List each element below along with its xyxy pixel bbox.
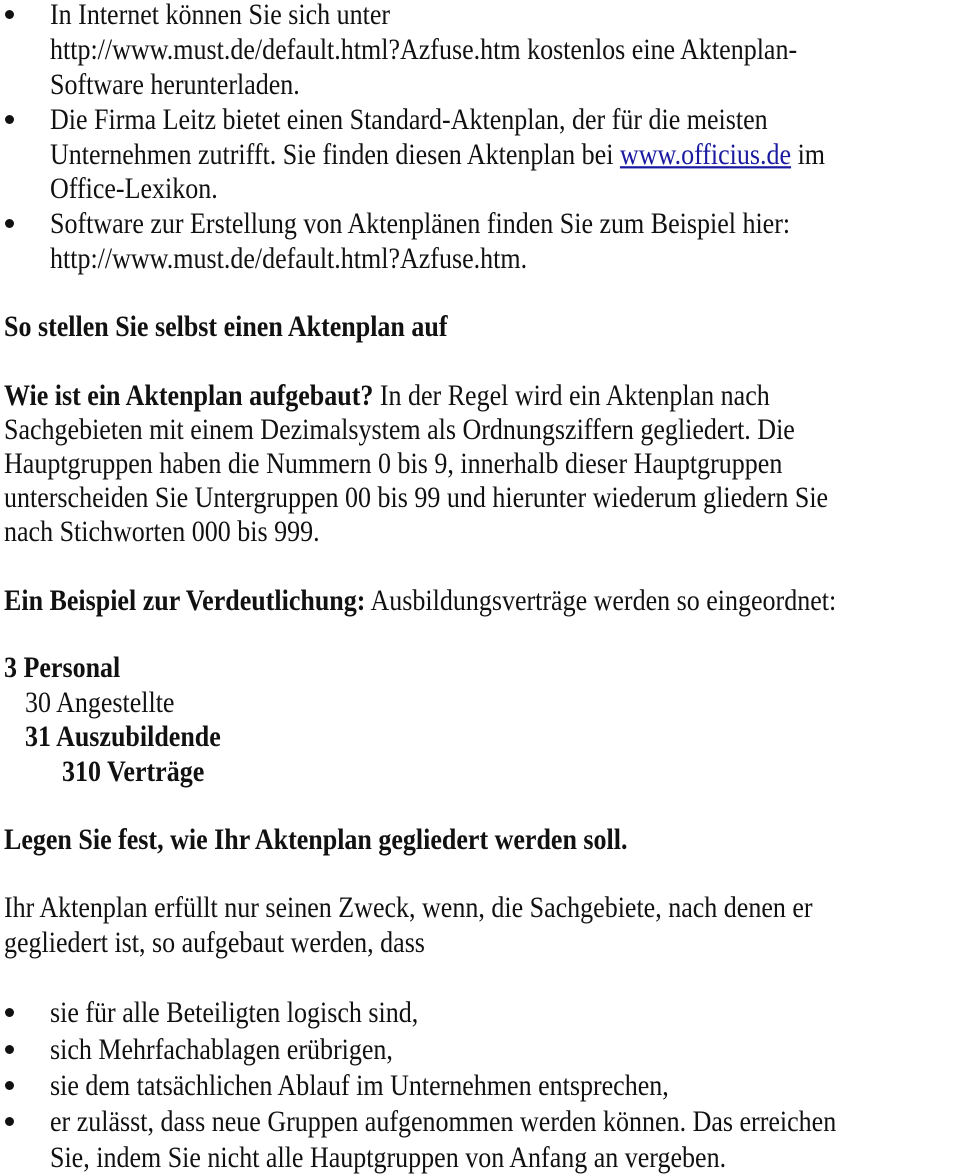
bullet-text: Office-Lexikon. [50, 172, 218, 205]
example-line [4, 584, 836, 618]
bullet-text [50, 138, 825, 172]
text: im [791, 138, 826, 171]
bullet-text: sie dem tatsächlichen Ablauf im Unternehmen entsprechen, [50, 1069, 669, 1102]
text: Unternehmen zutrifft. Sie finden diesen Aktenplan bei [50, 138, 620, 171]
text: Ausbildungsverträge werden so eingeordnet: [365, 584, 837, 617]
paragraph-line: Hauptgruppen haben die Nummern 0 bis 9, innerhalb dieser Hauptgruppen [4, 447, 783, 480]
bullet-text: Sie, indem Sie nicht alle Hauptgruppen von Anfang an vergeben. [50, 1141, 727, 1174]
bullet-text: Software herunterladen. [50, 68, 300, 101]
paragraph-line [4, 379, 770, 413]
paragraph-line: unterscheiden Sie Untergruppen 00 bis 99 und hierunter wiederum gliedern Sie [4, 481, 829, 514]
officius-link[interactable]: www.officius.de [619, 138, 792, 171]
bullet-icon [5, 1045, 14, 1054]
paragraph-line: nach Stichworten 000 bis 999. [4, 515, 320, 548]
example-label: Ein Beispiel zur Verdeutlichung: [4, 584, 366, 617]
paragraph-line: gegliedert ist, so aufgebaut werden, dass [4, 926, 425, 959]
bullet-icon [5, 1008, 14, 1017]
bullet-text: http://www.must.de/default.html?Azfuse.htm. [50, 242, 528, 275]
bullet-icon [5, 219, 14, 228]
tree-level-2: 30 Angestellte [25, 686, 175, 719]
bullet-text: http://www.must.de/default.html?Azfuse.htm kostenlos eine Aktenplan- [50, 33, 798, 66]
paragraph-line: Ihr Aktenplan erfüllt nur seinen Zweck, wenn, die Sachgebiete, nach denen er [4, 891, 813, 924]
tree-level-2: 31 Auszubildende [25, 720, 221, 753]
tree-level-3: 310 Verträge [62, 755, 205, 788]
paragraph-line: Sachgebieten mit einem Dezimalsystem als Ordnungsziffern gegliedert. Die [4, 413, 795, 446]
bullet-text: Software zur Erstellung von Aktenplänen finden Sie zum Beispiel hier: [50, 207, 791, 240]
bullet-icon [5, 1081, 14, 1090]
bullet-text: Die Firma Leitz bietet einen Standard-Aktenplan, der für die meisten [50, 103, 768, 136]
bullet-icon [5, 115, 14, 124]
bullet-icon [5, 1117, 14, 1126]
text: In der Regel wird ein Aktenplan nach [373, 379, 770, 412]
bullet-text: er zulässt, dass neue Gruppen aufgenommen werden können. Das erreichen [50, 1105, 837, 1138]
tree-level-1: 3 Personal [4, 651, 121, 684]
section-heading: Legen Sie fest, wie Ihr Aktenplan gegliedert werden soll. [4, 823, 628, 856]
bullet-text: In Internet können Sie sich unter [50, 0, 391, 31]
bullet-text: sie für alle Beteiligten logisch sind, [50, 996, 419, 1029]
question: Wie ist ein Aktenplan aufgebaut? [4, 379, 374, 412]
section-heading: So stellen Sie selbst einen Aktenplan auf [4, 310, 448, 343]
bullet-icon [5, 10, 14, 19]
bullet-text: sich Mehrfachablagen erübrigen, [50, 1033, 393, 1066]
